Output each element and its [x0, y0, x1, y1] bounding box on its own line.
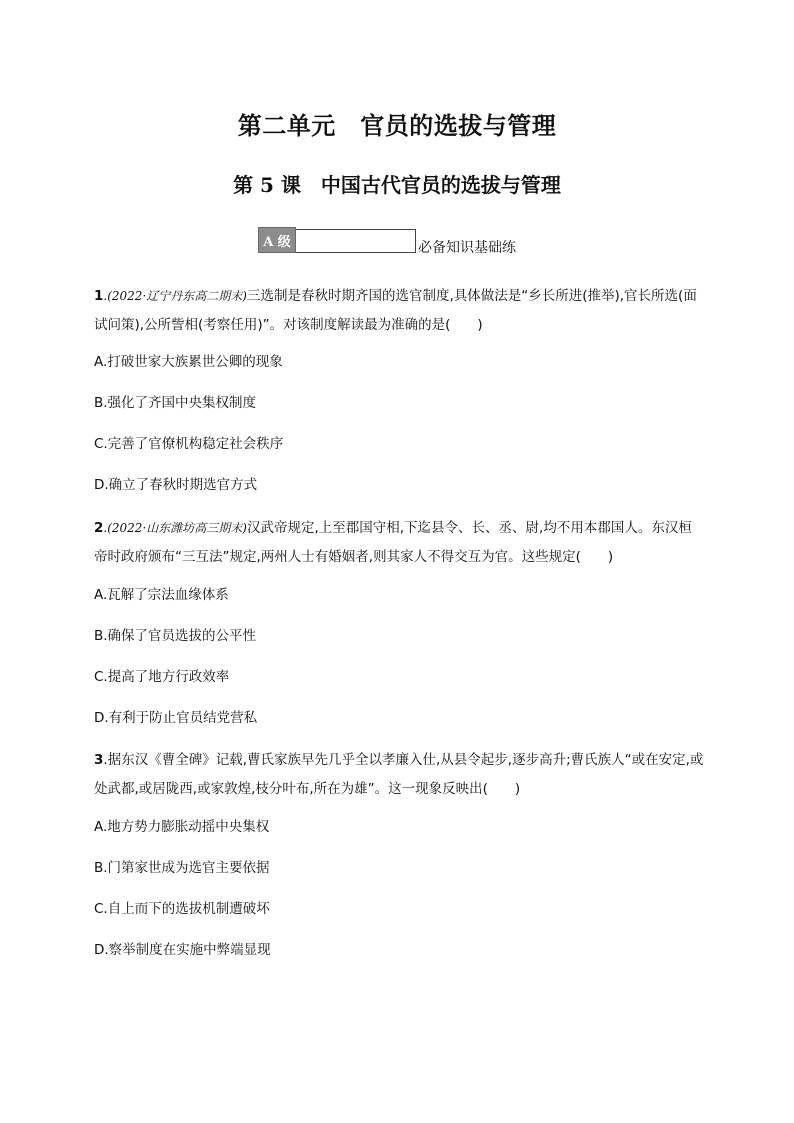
level-section-header — [258, 227, 516, 256]
question-number: 3 — [94, 752, 104, 768]
question-2-option-a: A.瓦解了宗法血缘体系 — [94, 587, 229, 603]
question-number: 1 — [94, 288, 104, 304]
question-2 — [94, 514, 704, 572]
question-3 — [94, 746, 704, 804]
question-stem — [94, 514, 704, 572]
question-source: .(2022·山东潍坊高三期末) — [103, 521, 247, 535]
question-3-option-c: C.自上而下的选拔机制遭破坏 — [94, 901, 270, 917]
question-2-option-d: D.有利于防止官员结党营私 — [94, 710, 258, 726]
question-3-option-a: A.地方势力膨胀动摇中央集权 — [94, 819, 270, 835]
question-stem — [94, 282, 704, 340]
question-source: .(2022·辽宁丹东高二期末) — [103, 289, 247, 303]
question-stem — [94, 746, 704, 804]
level-badge: A 级 — [258, 227, 296, 253]
question-3-option-b: B.门第家世成为选官主要依据 — [94, 860, 270, 876]
question-1-option-d: D.确立了春秋时期选官方式 — [94, 477, 258, 493]
question-text: 三选制是春秋时期齐国的选官制度,具体做法是“乡长所进(推举),官长所选(面试问策),公所訾相(考察任用)”。对该制度解读最为准确的是( ) — [94, 288, 697, 333]
question-text: .据东汉《曹全碑》记载,曹氏家族早先几乎全以孝廉入仕,从县令起步,逐步高升;曹氏族人“或在安定,或处武都,或居陇西,或家敦煌,枝分叶布,所在为雄”。这一现象反映出( ) — [94, 752, 704, 797]
question-2-option-c: C.提高了地方行政效率 — [94, 669, 230, 685]
question-number: 2 — [94, 520, 104, 536]
unit-title: 第二单元 官员的选拔与管理 — [237, 111, 557, 140]
level-caption: 必备知识基础练 — [418, 240, 516, 256]
question-3-option-d: D.察举制度在实施中弊端显现 — [94, 942, 271, 958]
question-text: 汉武帝规定,上至郡国守相,下迄县令、长、丞、尉,均不用本郡国人。东汉桓帝时政府颁布“三互法”规定,两州人士有婚姻者,则其家人不得交互为官。这些规定( ) — [94, 520, 692, 565]
question-1-option-b: B.强化了齐国中央集权制度 — [94, 395, 257, 411]
level-blank-box — [296, 229, 416, 253]
question-2-option-b: B.确保了官员选拔的公平性 — [94, 628, 257, 644]
question-1 — [94, 282, 704, 340]
lesson-title: 第 5 课 中国古代官员的选拔与管理 — [233, 173, 561, 197]
question-1-option-c: C.完善了官僚机构稳定社会秩序 — [94, 436, 284, 452]
question-1-option-a: A.打破世家大族累世公卿的现象 — [94, 354, 283, 370]
